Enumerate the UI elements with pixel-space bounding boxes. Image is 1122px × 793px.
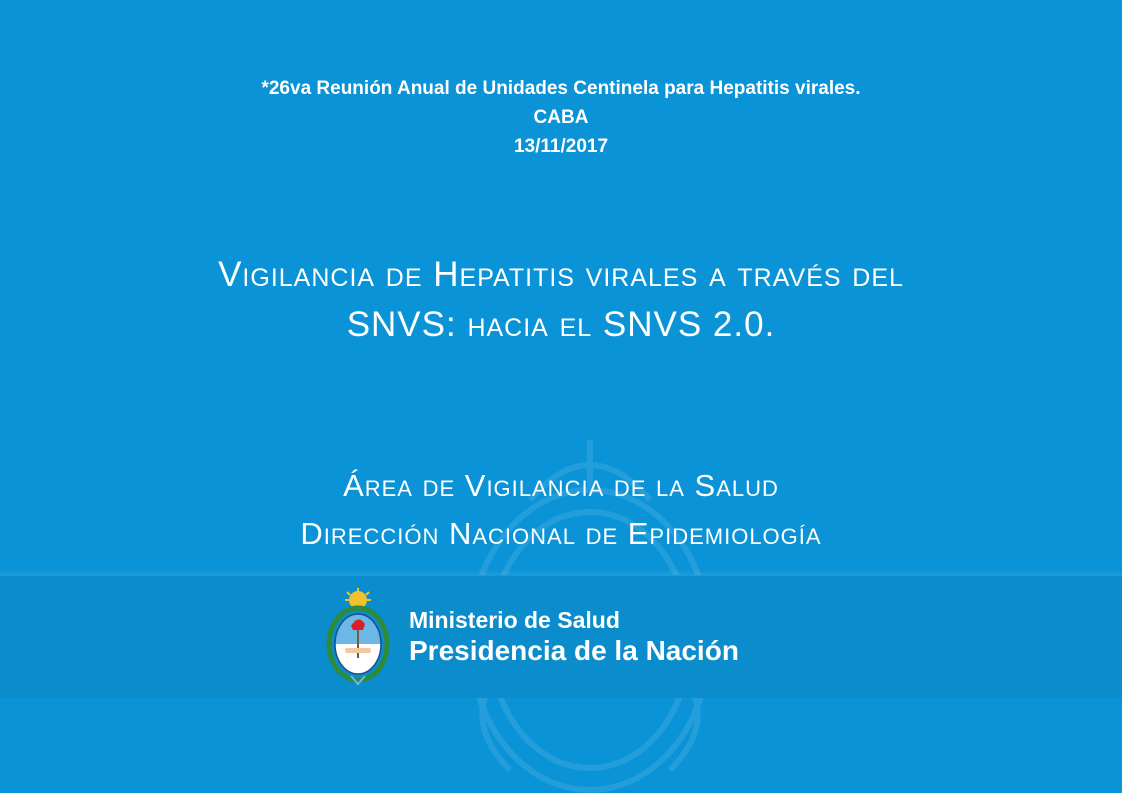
coat-of-arms-icon	[325, 588, 391, 688]
presentation-subtitle	[60, 462, 1062, 558]
meeting-date: 13/11/2017	[513, 136, 609, 157]
ministry-text	[409, 606, 739, 668]
presidency-name: Presidencia de la Nación	[409, 635, 739, 666]
ministry-name: Ministerio de Salud	[409, 607, 620, 633]
presentation-title-line2: SNVS: hacia el SNVS 2.0.	[346, 305, 776, 344]
meeting-title: *26va Reunión Anual de Unidades Centinela para Hepatitis virales.	[261, 78, 861, 99]
meeting-location: CABA	[533, 107, 589, 128]
area-name: Área de Vigilancia de la Salud	[343, 468, 779, 503]
ministry-logo	[325, 588, 815, 688]
meeting-info	[0, 74, 1122, 161]
presentation-title	[60, 250, 1062, 350]
presentation-title-line1: Vigilancia de Hepatitis virales a través del	[218, 255, 904, 294]
direction-name: Dirección Nacional de Epidemiología	[300, 516, 822, 551]
